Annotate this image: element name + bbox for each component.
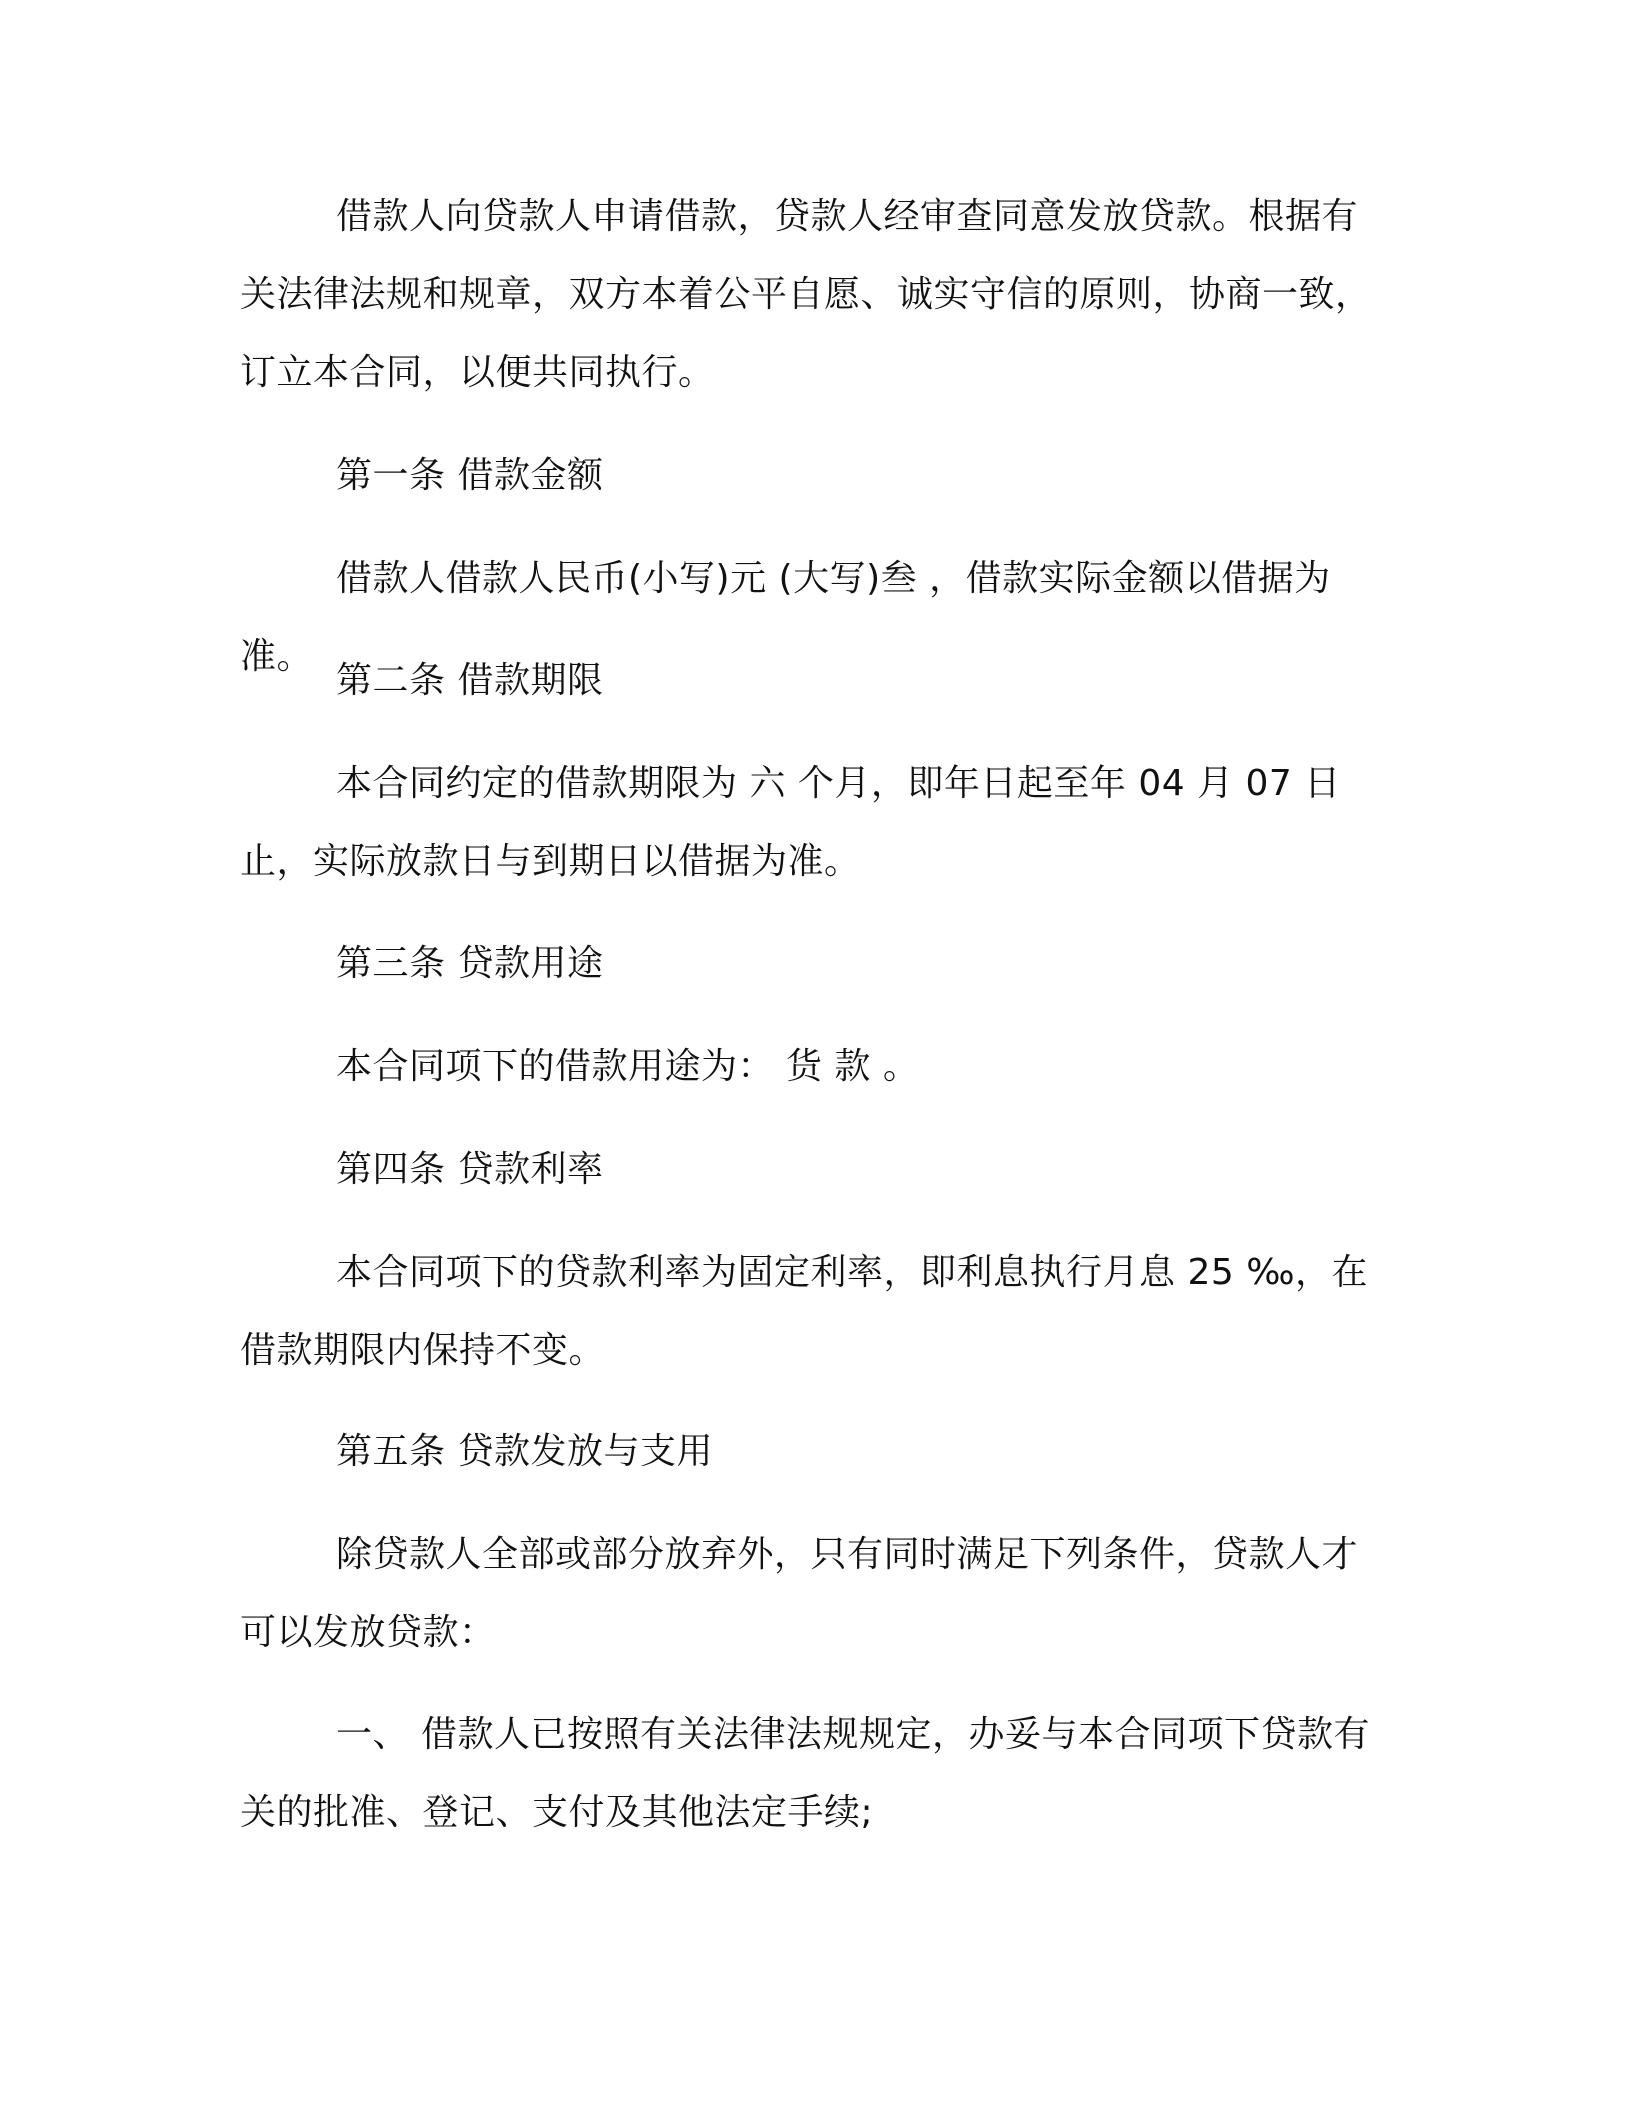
article-4-title: 第四条 贷款利率 [336, 1149, 604, 1190]
intro-paragraph: 借款人向贷款人申请借款，贷款人经审查同意发放贷款。根据有关法律法规和规章，双方本着公平自愿、诚实守信的原则，协商一致，订立本合同，以便共同执行。 [240, 196, 1372, 393]
article-1-text: 借款人借款人民币(小写)元 (大写)叁 ，借款实际金额以借据为准。 [240, 558, 1331, 677]
article-2-title: 第二条 借款期限 [336, 660, 604, 701]
article-4-text: 本合同项下的贷款利率为固定利率，即利息执行月息 25 ‰，在借款期限内保持不变。 [240, 1252, 1369, 1371]
article-1-title: 第一条 借款金额 [336, 455, 604, 496]
article-5-text: 除贷款人全部或部分放弃外，只有同时满足下列条件，贷款人才可以发放贷款： [240, 1534, 1359, 1653]
article-2-text: 本合同约定的借款期限为 六 个月，即年日起至年 04 月 07 日止，实际放款日与到期日以借据为准。 [240, 763, 1341, 882]
article-3-title: 第三条 贷款用途 [336, 943, 604, 984]
article-3-text: 本合同项下的借款用途为： 货 款 。 [336, 1046, 920, 1087]
condition-1-text: 一、 借款人已按照有关法律法规规定，办妥与本合同项下贷款有关的批准、登记、支付及其他法定手续; [240, 1714, 1370, 1833]
article-5-title: 第五条 贷款发放与支用 [336, 1431, 713, 1472]
